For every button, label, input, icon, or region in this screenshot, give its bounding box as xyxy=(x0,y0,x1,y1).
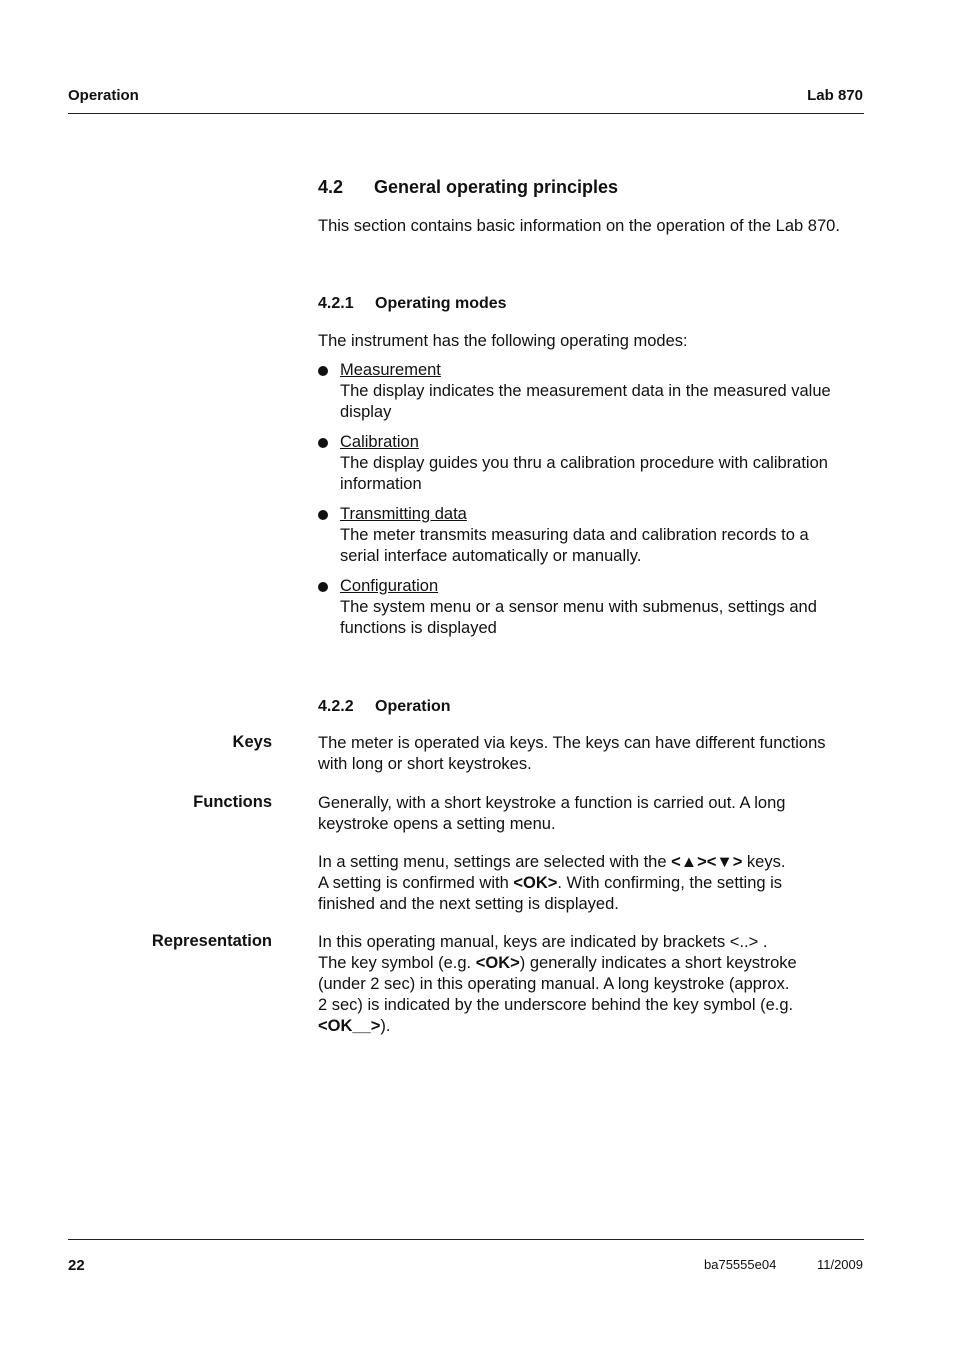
running-header-right: Lab 870 xyxy=(807,87,863,104)
mode-description: serial interface automatically or manually. xyxy=(340,547,642,565)
bullet-icon xyxy=(318,582,328,592)
subsection-heading-operation xyxy=(318,698,451,716)
document-date: 11/2009 xyxy=(816,1257,863,1272)
mode-description: information xyxy=(340,475,422,493)
representation-paragraph: In this operating manual, keys are indicated by brackets <..> . The key symbol (e.g. <OK>) generally indicates a short keystroke (under 2 sec) in this operating manual. A long keystroke (approx. 2 sec) is indicated by the underscore behind the key symbol (e.g. <OK__>). xyxy=(318,933,797,1035)
section-number: 4.2 xyxy=(318,177,344,197)
section-title: General operating principles xyxy=(374,177,619,197)
list-item xyxy=(318,576,868,639)
functions-paragraph-1: Generally, with a short keystroke a function is carried out. A long keystroke opens a setting menu. xyxy=(318,794,786,833)
bullet-icon xyxy=(318,438,328,448)
section-heading xyxy=(318,177,618,198)
page-number: 22 xyxy=(68,1257,85,1274)
margin-label-functions: Functions xyxy=(193,793,272,811)
section-intro: This section contains basic information on the operation of the Lab 870. xyxy=(318,217,840,235)
functions-paragraph-2: In a setting menu, settings are selected with the <▲><▼> keys. A setting is confirmed with <OK>. With confirming, the setting is finished and the next setting is displayed. xyxy=(318,853,786,913)
list-item xyxy=(318,432,868,495)
mode-description: display xyxy=(340,403,392,421)
subsection-heading-modes xyxy=(318,295,507,313)
keys-paragraph: The meter is operated via keys. The keys can have different functions with long or short keystrokes. xyxy=(318,734,826,773)
document-code: ba75555e04 xyxy=(704,1257,777,1272)
mode-term: Measurement xyxy=(340,361,441,379)
list-item xyxy=(318,360,868,423)
mode-description: The display guides you thru a calibration procedure with calibration xyxy=(340,454,828,472)
ok-key: <OK> xyxy=(475,954,520,972)
bullet-icon xyxy=(318,366,328,376)
mode-description: The meter transmits measuring data and calibration records to a xyxy=(340,526,809,544)
header-rule xyxy=(68,113,864,114)
subsection-number: 4.2.1 xyxy=(318,295,354,312)
subsection-number: 4.2.2 xyxy=(318,698,354,715)
footer-rule xyxy=(68,1239,864,1240)
mode-term: Calibration xyxy=(340,433,419,451)
arrow-keys: <▲><▼> xyxy=(671,853,743,871)
bullet-icon xyxy=(318,510,328,520)
mode-term: Transmitting data xyxy=(340,505,467,523)
ok-key: <OK> xyxy=(513,874,558,892)
margin-label-keys: Keys xyxy=(232,733,272,751)
modes-intro: The instrument has the following operating modes: xyxy=(318,332,688,350)
subsection-title: Operating modes xyxy=(375,295,507,312)
ok-long-key: <OK__> xyxy=(318,1017,381,1035)
mode-description: The display indicates the measurement data in the measured value xyxy=(340,382,831,400)
running-header-left: Operation xyxy=(68,87,139,104)
margin-label-representation: Representation xyxy=(151,932,272,950)
list-item xyxy=(318,504,868,567)
mode-description: The system menu or a sensor menu with submenus, settings and xyxy=(340,598,817,616)
mode-description: functions is displayed xyxy=(340,619,497,637)
subsection-title: Operation xyxy=(375,698,451,715)
mode-term: Configuration xyxy=(340,577,439,595)
